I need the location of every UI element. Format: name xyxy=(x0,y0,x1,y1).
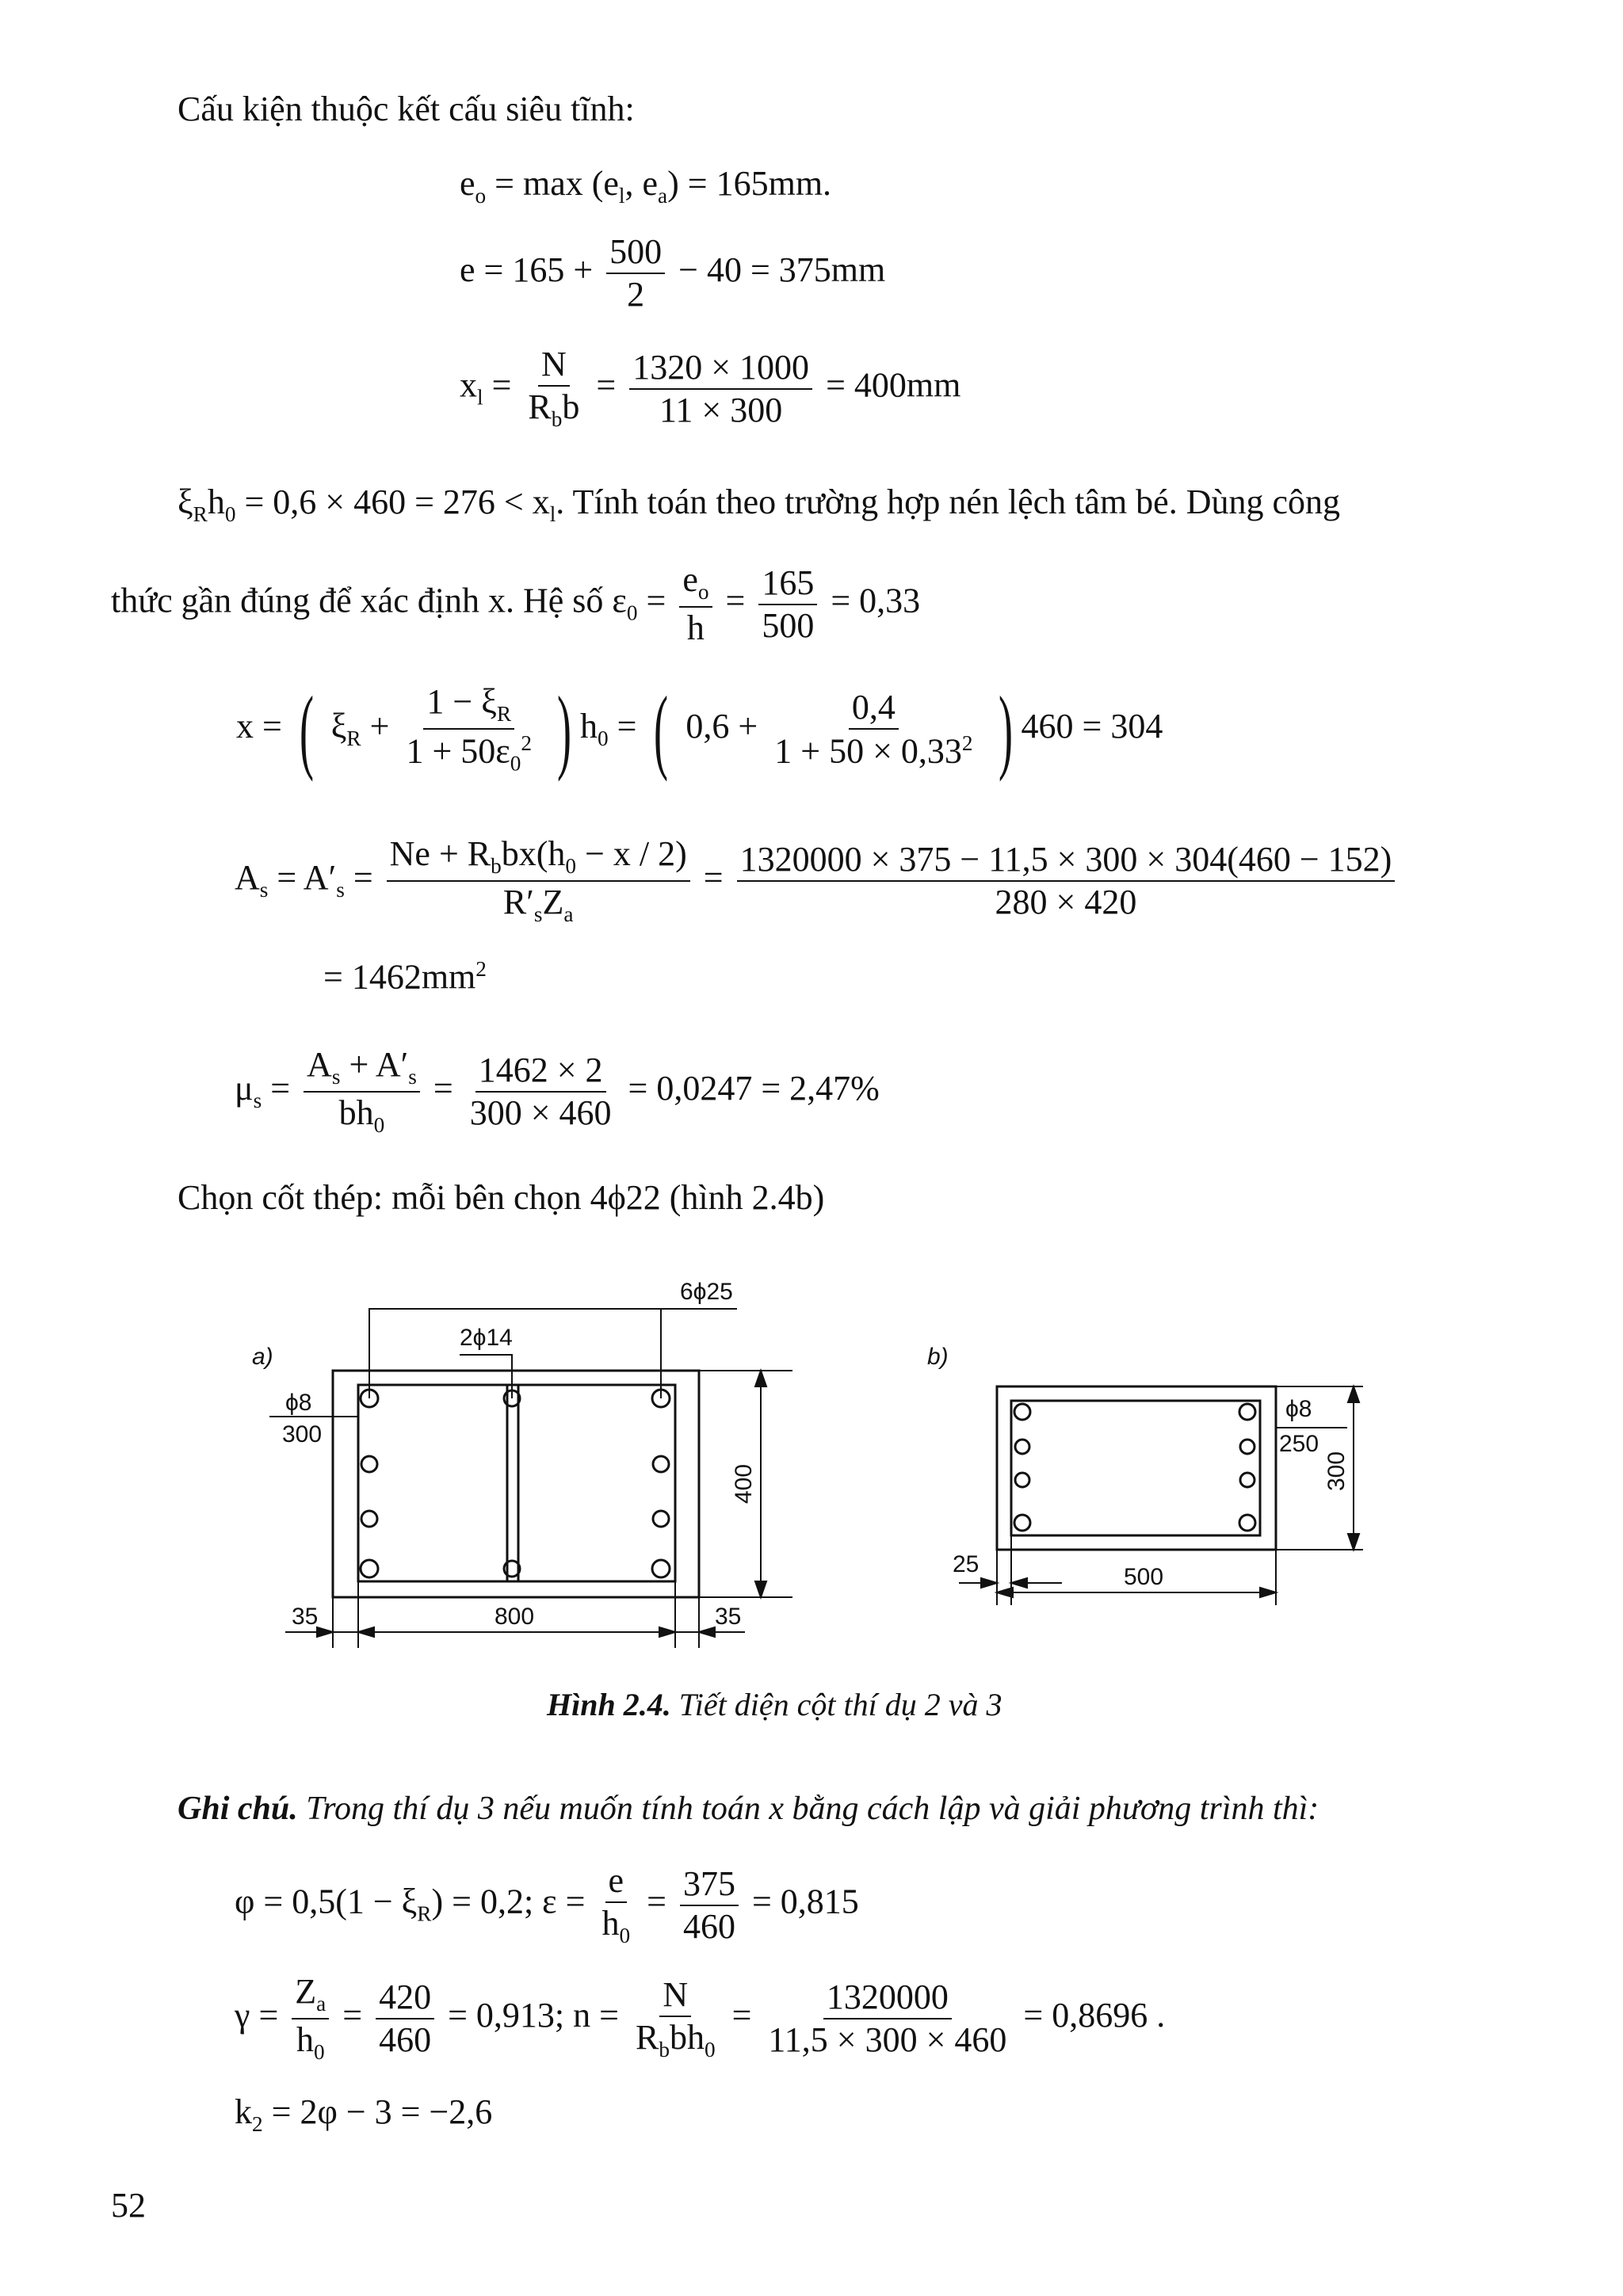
label-a-stirrup-spacing: 300 xyxy=(282,1421,323,1447)
bar xyxy=(361,1560,378,1577)
bar xyxy=(1240,1473,1254,1487)
bar xyxy=(361,1456,377,1472)
bar xyxy=(652,1560,670,1577)
figure-a-label: a) xyxy=(252,1344,273,1370)
equation-e: e = 165 + $\frac{500}{2}$ − 40 = 375mm xyxy=(460,232,886,314)
section-a-stirrup xyxy=(358,1385,675,1581)
equation-as: $A_s = A'_s$ = $\frac{Ne + R_bbx(h_0 - x / 2)}{R'_sZ_a}$ = $\frac{1320000 \times 375 - 11,5 \times 300 \times 304(460 - 152)}{280 \times 420}$ xyxy=(235,837,1400,925)
label-a-cover-left: 35 xyxy=(292,1604,319,1630)
bar xyxy=(653,1456,669,1472)
bar xyxy=(653,1511,669,1527)
bar xyxy=(1015,1473,1029,1487)
label-a-width: 800 xyxy=(495,1604,535,1630)
paragraph-line-2: thức gần đúng để xác định x. Hệ số $\varepsilon_0$ = $\frac{e_o}{h}$ = $\frac{165}{500}$ = 0,33 xyxy=(111,560,921,648)
section-b-outline xyxy=(997,1386,1276,1550)
section-b-stirrup xyxy=(1011,1401,1260,1535)
paragraph-line-1: $\xi_Rh_0 = 0,6 \times 460 = 276 < x_l$. Tính toán theo trường hợp nén lệch tâm bé. Dùng công xyxy=(178,482,1340,526)
equation-gamma-n: γ = $\frac{Z_a}{h_0}$ = $\frac{420}{460}$ = 0,913; n = $\frac{N}{R_bbh_0}$ = $\frac{1320000}{11,5 \times 300 \times 460}$ = 0,8696 . xyxy=(235,1972,1166,2064)
bar xyxy=(1239,1515,1255,1531)
label-b-height: 300 xyxy=(1323,1451,1350,1491)
bar xyxy=(1015,1440,1029,1454)
label-b-cover: 25 xyxy=(953,1551,980,1577)
choose-reinforcement: Chọn cốt thép: mỗi bên chọn 4ϕ22 (hình 2.4b) xyxy=(178,1178,825,1217)
label-b-width: 500 xyxy=(1124,1564,1164,1590)
label-b-stirrup: ϕ8 xyxy=(1285,1396,1312,1422)
page-number: 52 xyxy=(111,2186,146,2225)
equation-mu: $\mu_s$ = $\frac{A_s + A'_s}{bh_0}$ = $\frac{1462 \times 2}{300 \times 460}$ = 0,0247 = 2,47% xyxy=(235,1045,880,1137)
bar xyxy=(1239,1404,1255,1420)
bar xyxy=(1014,1515,1030,1531)
bar xyxy=(361,1511,377,1527)
figure-caption: Hình 2.4. Tiết diện cột thí dụ 2 và 3 xyxy=(547,1687,1002,1722)
equation-phi-eps: $\varphi = 0,5(1 - \xi_R) = 0,2$; ε = $\frac{e}{h_0}$ = $\frac{375}{460}$ = 0,815 xyxy=(235,1861,859,1947)
figure-b-label: b) xyxy=(927,1344,949,1370)
bar xyxy=(1240,1440,1254,1454)
label-a-height: 400 xyxy=(731,1463,757,1504)
note: Ghi chú. Trong thí dụ 3 nếu muốn tính toán x bằng cách lập và giải phương trình thì: xyxy=(178,1791,1319,1827)
section-a xyxy=(333,1371,699,1597)
figure-column-sections xyxy=(0,1244,1623,1688)
intro-text: Cấu kiện thuộc kết cấu siêu tĩnh: xyxy=(178,90,635,128)
equation-k2: $k_2 = 2\varphi - 3 = -2,6$ xyxy=(235,2092,493,2136)
section-b xyxy=(997,1386,1276,1550)
equation-x: x = ( $\xi_R$ + $\frac{1 - \xi_R}{1 + 50\varepsilon_0^2}$ ) $h_0$ = ( 0,6 + $\frac{0,4}{1 + 50 \times 0,33^2}$ ) 460 = 304 xyxy=(236,676,1163,782)
label-b-stirrup-spacing: 250 xyxy=(1279,1431,1319,1457)
label-a-cover-right: 35 xyxy=(715,1604,742,1630)
equation-e0: $e_o = \max (e_l$, $e_a) = 165mm$. xyxy=(460,164,832,208)
section-a-inner-stirrup xyxy=(507,1385,518,1581)
equation-x1: $x_l$ = $\frac{N}{R_bb}$ = $\frac{1320 \times 1000}{11 \times 300}$ = 400mm xyxy=(460,345,961,431)
label-a-mid-bars: 2ϕ14 xyxy=(460,1325,513,1351)
label-a-stirrup: ϕ8 xyxy=(285,1390,312,1416)
label-a-top-bars: 6ϕ25 xyxy=(680,1279,733,1305)
equation-as-result: = $1462mm^2$ xyxy=(323,957,487,997)
bar xyxy=(1014,1404,1030,1420)
